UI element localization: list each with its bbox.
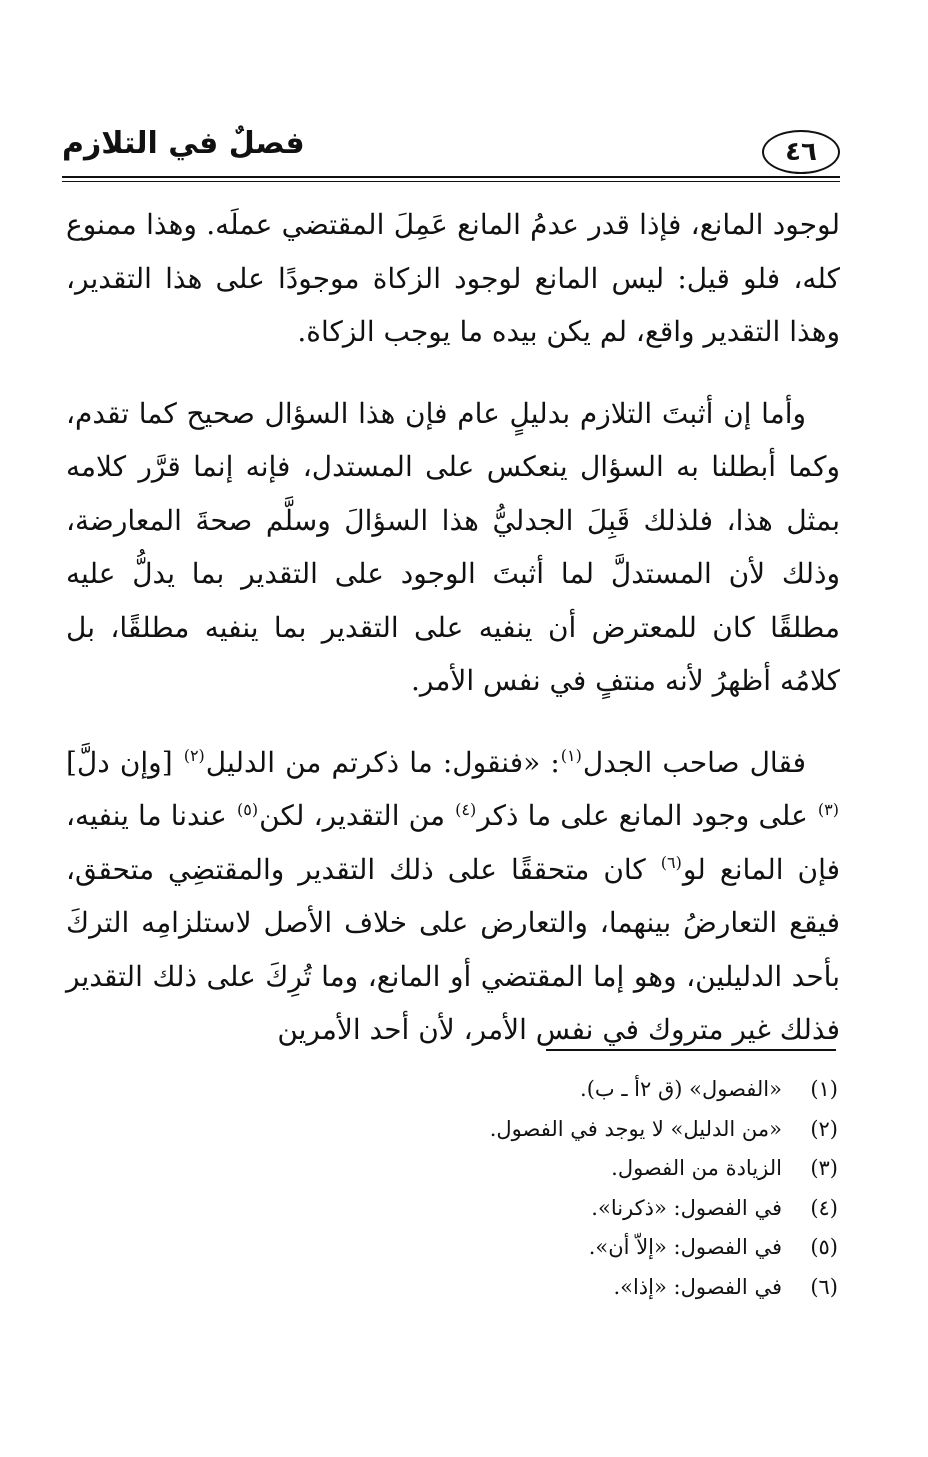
footnote-2 <box>118 1110 838 1150</box>
text-run: من التقدير، لكن <box>259 799 455 832</box>
footnote-separator <box>546 1049 836 1051</box>
footnote-number: (٥) <box>810 1235 838 1259</box>
paragraph-3 <box>66 736 840 1057</box>
main-text <box>66 198 840 1085</box>
page-number: ٤٦ <box>762 130 840 174</box>
footnote-1 <box>118 1070 838 1110</box>
text-run: [وإن دلَّ] <box>66 745 183 779</box>
footnote-6 <box>118 1268 838 1308</box>
paragraph-1: لوجود المانع، فإذا قدر عدمُ المانع عَمِلَ المقتضي عملَه. وهذا ممنوع كله، فلو قيل: ليس المانع لوجود الزكاة موجودًا على هذا التقدير، وهذا التقدير واقع، لم يكن بيده ما يوجب الزكاة. <box>66 208 840 348</box>
text-run: فقال صاحب الجدل <box>582 745 806 779</box>
footnote-ref-5: (٥) <box>237 799 259 819</box>
footnote-number: (٣) <box>810 1156 838 1180</box>
paragraph-2: وأما إن أثبتَ التلازم بدليلٍ عام فإن هذا السؤال صحيح كما تقدم، وكما أبطلنا به السؤال ينعكس على المستدل، فإنه إنما قرَّر كلامه بمثل هذا، فلذلك قَبِلَ الجدليُّ هذا السؤالَ وسلَّم صحةَ المعارضة، وذلك لأن المستدلَّ لما أثبتَ الوجود على التقدير بما يدلُّ عليه مطلقًا كان للمعترض أن ينفيه على التقدير بما ينفيه مطلقًا، بل كلامُه أظهرُ لأنه منتفٍ في نفس الأمر. <box>66 396 840 697</box>
footnote-text: «الفصول» (ق ٢أ ـ ب). <box>580 1077 782 1101</box>
header-rule <box>62 176 840 178</box>
text-run: : «فنقول: ما ذكرتم من الدليل <box>205 745 560 779</box>
footnote-text: «من الدليل» لا يوجد في الفصول. <box>489 1116 782 1141</box>
footnote-ref-1: (١) <box>560 746 582 766</box>
footnote-number: (٢) <box>810 1116 838 1141</box>
footnote-text: في الفصول: «إلاّ أن». <box>588 1235 782 1259</box>
footnote-number: (٦) <box>810 1274 838 1299</box>
footnotes-list <box>118 1070 838 1307</box>
footnote-ref-2: (٢) <box>183 746 205 766</box>
footnote-number: (٤) <box>810 1195 838 1220</box>
text-run: عندنا ما ينفيه، فإن المانع لو <box>66 799 840 886</box>
footnote-5 <box>118 1228 838 1268</box>
text-run: كان متحققًا على ذلك التقدير والمقتضِي متحقق، فيقع التعارضُ بينهما، والتعارض على خلاف الأصل لاستلزامِه التركَ بأحد الدليلين، وهو إما المقتضي أو المانع، وما تُرِكَ على ذلك التقدير فذلك غير متروك في نفس الأمر، لأن أحد الأمرين <box>66 852 840 1046</box>
running-title: فصلٌ في التلازم <box>62 126 305 161</box>
footnote-text: الزيادة من الفصول. <box>611 1156 782 1180</box>
footnote-ref-6: (٦) <box>660 853 682 873</box>
footnote-ref-3: (٣) <box>817 799 840 819</box>
footnote-ref-4: (٤) <box>455 799 477 819</box>
header-rule-thin <box>62 181 840 182</box>
footnote-3 <box>118 1149 838 1189</box>
footnote-text: في الفصول: «ذكرنا». <box>591 1195 782 1220</box>
footnote-4 <box>118 1189 838 1229</box>
footnote-text: في الفصول: «إذا». <box>613 1274 782 1299</box>
footnote-number: (١) <box>810 1077 838 1101</box>
text-run: على وجود المانع على ما ذكر <box>477 799 817 832</box>
page-header <box>62 124 840 180</box>
